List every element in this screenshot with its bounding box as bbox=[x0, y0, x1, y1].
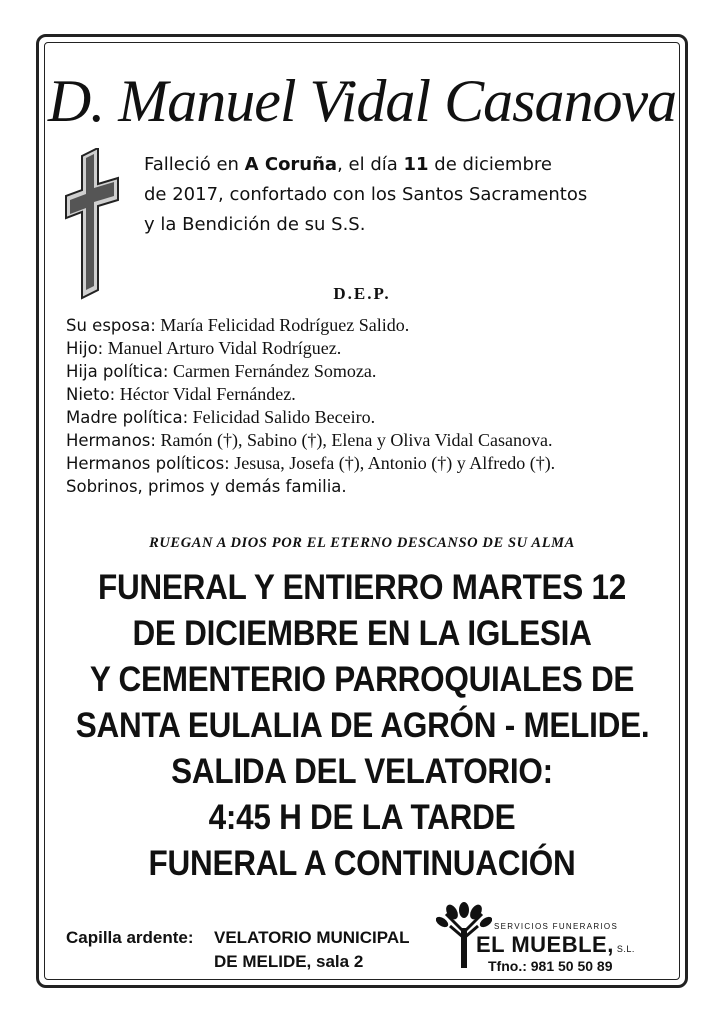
funeral-line: 4:45 H DE LA TARDE bbox=[208, 798, 516, 837]
logo-phone: Tfno.: 981 50 50 89 bbox=[488, 958, 613, 974]
chapel-label: Capilla ardente: bbox=[66, 928, 194, 947]
funeral-announcement bbox=[44, 565, 680, 887]
funeral-line: FUNERAL A CONTINUACIÓN bbox=[148, 844, 576, 883]
funeral-line: FUNERAL Y ENTIERRO MARTES 12 bbox=[97, 568, 627, 607]
chapel-venue: VELATORIO MUNICIPAL bbox=[214, 928, 410, 947]
funeral-line: SANTA EULALIA DE AGRÓN - MELIDE. bbox=[75, 706, 650, 745]
logo-name: EL MUEBLE, S.L. bbox=[476, 932, 635, 957]
prayer-line: RUEGAN A DIOS POR EL ETERNO DESCANSO DE SU ALMA bbox=[149, 535, 575, 551]
cross-icon bbox=[62, 148, 120, 300]
family-row: Hijo: Manuel Arturo Vidal Rodríguez. bbox=[66, 338, 342, 358]
intro-line-3: y la Bendición de su S.S. bbox=[144, 214, 366, 235]
funeral-home-logo bbox=[436, 900, 666, 980]
intro-line-2: de 2017, confortado con los Santos Sacramentos bbox=[144, 184, 588, 205]
family-row: Sobrinos, primos y demás familia. bbox=[66, 477, 347, 496]
death-day: 11 bbox=[403, 154, 429, 175]
funeral-line: DE DICIEMBRE EN LA IGLESIA bbox=[132, 614, 592, 653]
funeral-line: SALIDA DEL VELATORIO: bbox=[171, 752, 553, 791]
family-row: Nieto: Héctor Vidal Fernández. bbox=[66, 384, 296, 404]
family-row: Su esposa: María Felicidad Rodríguez Salido. bbox=[66, 315, 410, 335]
family-list bbox=[66, 314, 666, 498]
deceased-name: D. Manuel Vidal Casanova bbox=[47, 68, 677, 134]
family-row: Hermanos políticos: Jesusa, Josefa (†), Antonio (†) y Alfredo (†). bbox=[66, 453, 556, 473]
death-notice-text bbox=[144, 150, 664, 240]
family-row: Hermanos: Ramón (†), Sabino (†), Elena y Oliva Vidal Casanova. bbox=[66, 430, 553, 450]
chapel-info bbox=[66, 926, 446, 974]
death-place: A Coruña bbox=[244, 154, 338, 175]
chapel-room: DE MELIDE, sala 2 bbox=[214, 952, 364, 971]
funeral-line: Y CEMENTERIO PARROQUIALES DE bbox=[89, 660, 635, 699]
family-row: Madre política: Felicidad Salido Beceiro. bbox=[66, 407, 376, 427]
logo-subtitle: SERVICIOS FUNERARIOS bbox=[494, 922, 619, 931]
dep-heading: D.E.P. bbox=[333, 284, 391, 303]
intro-line-1: Falleció en A Coruña, el día 11 de diciembre bbox=[144, 154, 552, 175]
family-row: Hija política: Carmen Fernández Somoza. bbox=[66, 361, 377, 381]
